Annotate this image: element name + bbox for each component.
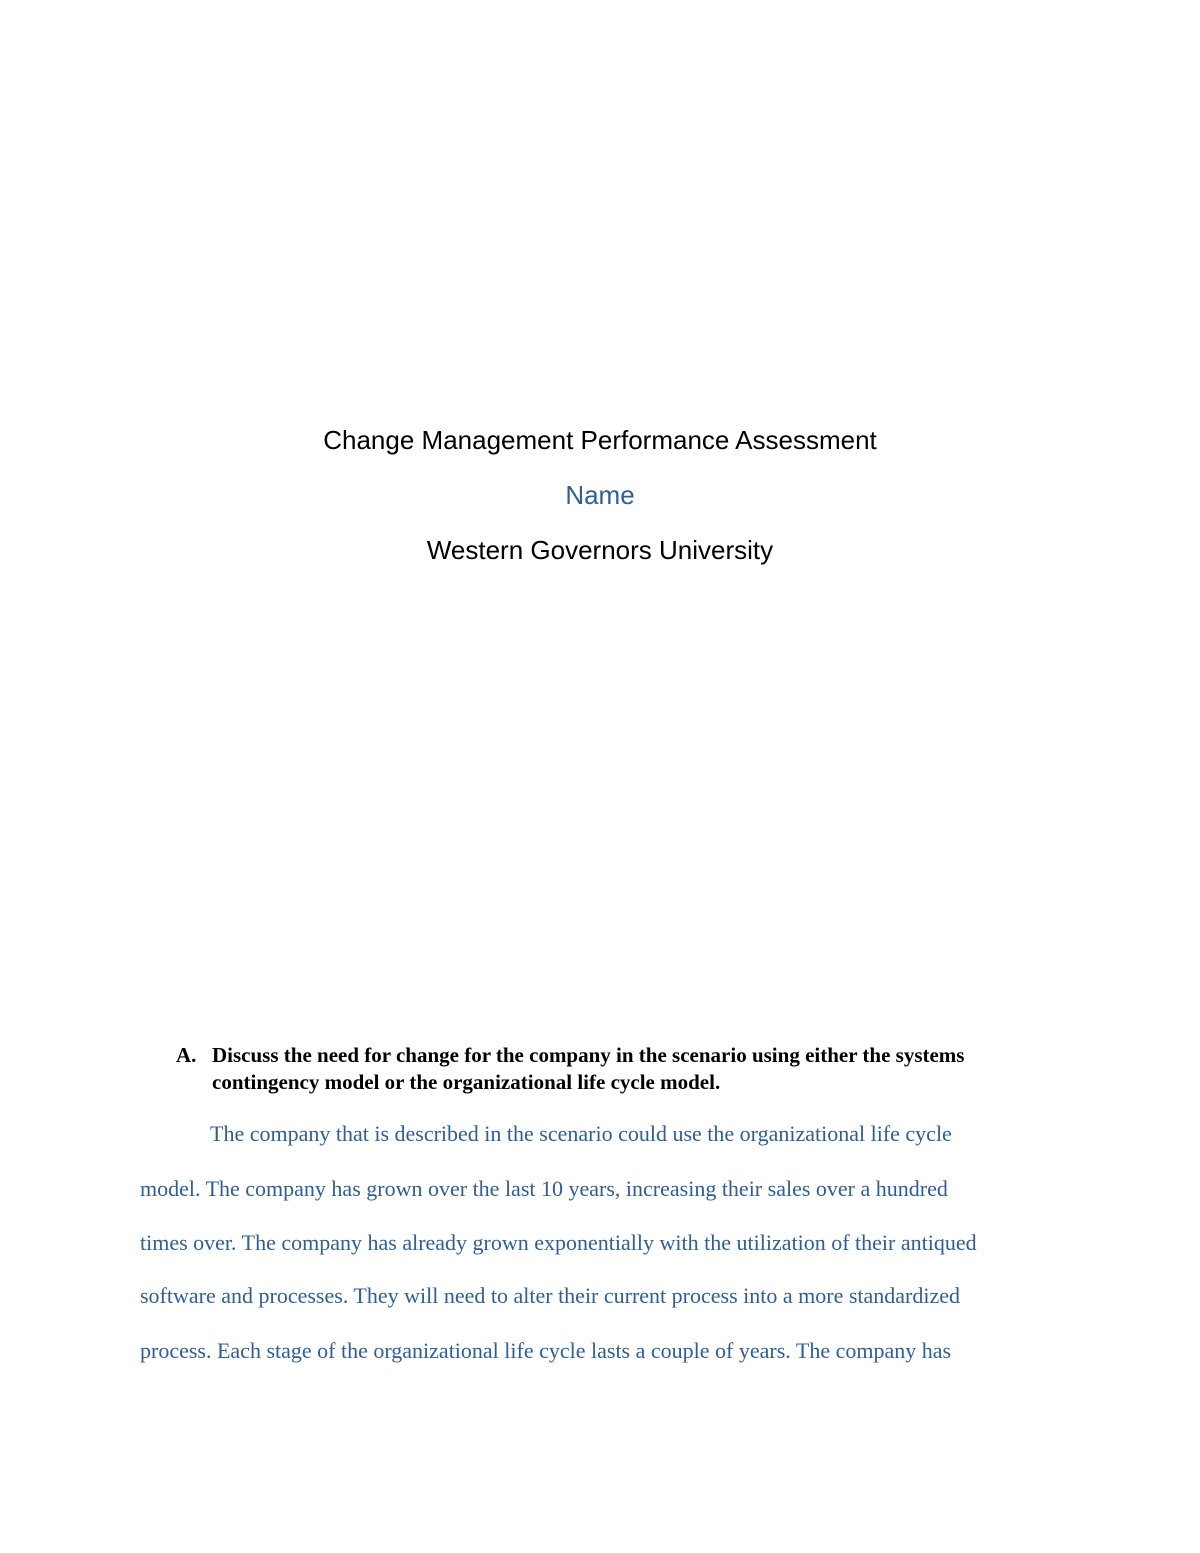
question-a xyxy=(176,1042,1076,1096)
institution-name: Western Governors University xyxy=(426,535,774,565)
page-title: Change Management Performance Assessment xyxy=(323,425,877,455)
question-text-line-1: Discuss the need for change for the company in the scenario using either the systems xyxy=(212,1043,965,1067)
question-text xyxy=(212,1042,1076,1096)
question-text-line-2: contingency model or the organizational life cycle model. xyxy=(212,1070,721,1094)
answer-line: times over. The company has already grown exponentially with the utilization of their antiqued xyxy=(140,1230,977,1255)
answer-line: process. Each stage of the organizational life cycle lasts a couple of years. The company has xyxy=(140,1338,952,1363)
answer-line: The company that is described in the scenario could use the organizational life cycle xyxy=(210,1121,952,1146)
question-label: A. xyxy=(176,1043,197,1067)
answer-line: software and processes. They will need to alter their current process into a more standardized xyxy=(140,1283,961,1308)
answer-line: model. The company has grown over the last 10 years, increasing their sales over a hundred xyxy=(140,1176,948,1201)
author-name: Name xyxy=(565,480,635,510)
